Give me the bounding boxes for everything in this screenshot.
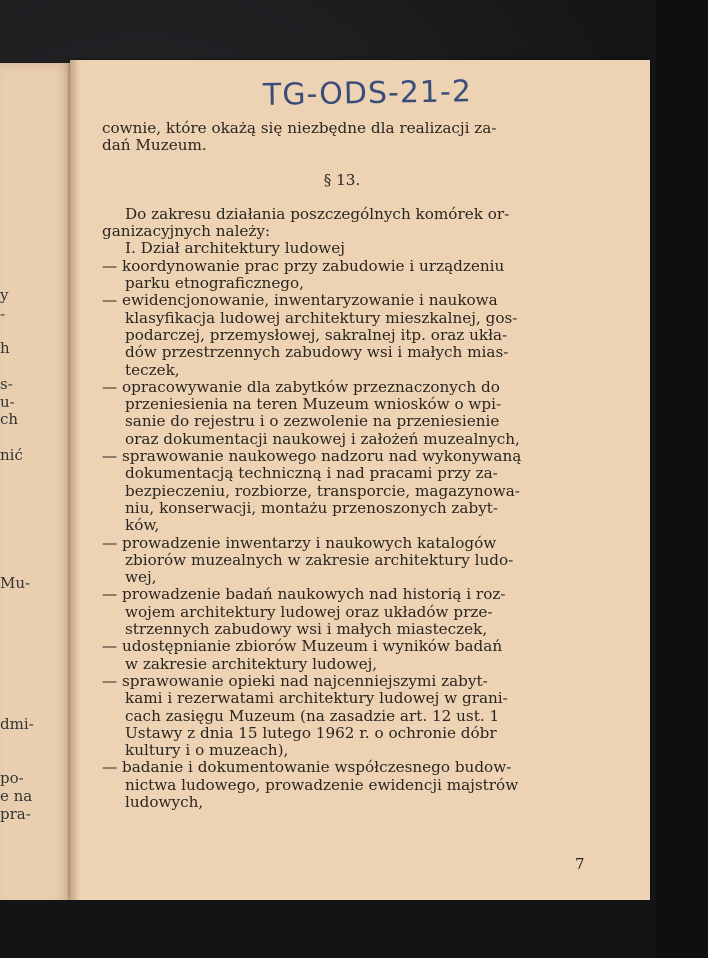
text-line: — sprawowanie opieki nad najcenniejszymi zabyt-: [102, 671, 488, 690]
text-line: kultury i o muzeach),: [125, 741, 289, 760]
text-line: w zakresie architektury ludowej,: [125, 654, 378, 673]
section-heading: § 13.: [323, 170, 361, 189]
text-line: ludowych,: [125, 792, 204, 811]
text-line: Ustawy z dnia 15 lutego 1962 r. o ochronie dóbr: [125, 723, 497, 742]
prev-page-fragment: po-: [0, 769, 24, 787]
text-line: — prowadzenie badań naukowych nad historią i roz-: [102, 585, 506, 604]
document-page: [70, 60, 650, 900]
page-number: 7: [575, 855, 585, 873]
previous-page-edge: [0, 63, 72, 908]
prev-page-fragment: Mu-: [0, 574, 31, 592]
text-line: — opracowywanie dla zabytków przeznaczonych do: [102, 377, 500, 396]
text-line: cach zasięgu Muzeum (na zasadzie art. 12 ust. 1: [125, 706, 500, 725]
text-line: ków,: [125, 516, 160, 535]
prev-page-fragment: u-: [0, 393, 15, 411]
text-line: — koordynowanie prac przy zabudowie i urządzeniu: [102, 256, 505, 275]
archive-stamp: TG-ODS-21-2: [262, 74, 473, 113]
text-line: kami i rezerwatami architektury ludowej w grani-: [125, 689, 508, 708]
text-line: klasyfikacja ludowej architektury mieszkalnej, gos-: [125, 308, 518, 327]
prev-page-fragment: s-: [0, 375, 13, 393]
text-line: dokumentacją techniczną i nad pracami przy za-: [125, 464, 498, 483]
text-line: dów przestrzennych zabudowy wsi i małych mias-: [125, 343, 509, 362]
scan-bottom-edge: [0, 900, 656, 958]
prev-page-fragment: ch: [0, 410, 19, 428]
text-line: bezpieczeniu, rozbiorze, transporcie, magazynowa-: [125, 481, 520, 500]
prev-page-fragment: dmi-: [0, 715, 34, 733]
prev-page-fragment: h: [0, 339, 10, 357]
text-line: oraz dokumentacji naukowej i założeń muzealnych,: [125, 429, 520, 448]
text-line: Do zakresu działania poszczególnych komórek or-: [125, 204, 510, 223]
text-line: ganizacyjnych należy:: [102, 222, 271, 241]
page-spine-shadow: [70, 60, 80, 900]
text-line: I. Dział architektury ludowej: [125, 239, 346, 258]
paragraph-gap: [102, 155, 582, 172]
text-line: podarczej, przemysłowej, sakralnej itp. oraz ukła-: [125, 325, 508, 344]
text-line: niu, konserwacji, montażu przenoszonych zabyt-: [125, 498, 499, 517]
text-line: przeniesienia na teren Muzeum wniosków o wpi-: [125, 395, 502, 414]
paragraph-gap: [102, 189, 582, 206]
text-line: — ewidencjonowanie, inwentaryzowanie i naukowa: [102, 291, 498, 310]
text-line: strzennych zabudowy wsi i małych miasteczek,: [125, 620, 488, 639]
text-line: wej,: [125, 568, 157, 587]
text-line: — badanie i dokumentowanie współczesnego budow-: [102, 758, 512, 777]
text-line: — udostępnianie zbiorów Muzeum i wyników badań: [102, 637, 503, 656]
prev-page-fragment: nić: [0, 446, 23, 464]
prev-page-fragment: y: [0, 286, 9, 304]
prev-page-fragment: -: [0, 305, 6, 323]
prev-page-fragment: pra-: [0, 805, 31, 823]
text-line: cownie, które okażą się niezbędne dla realizacji za-: [102, 119, 497, 137]
text-line: nictwa ludowego, prowadzenie ewidencji majstrów: [125, 775, 519, 794]
text-line: teczek,: [125, 360, 180, 379]
scan-dark-edge: [656, 0, 708, 958]
text-line: sanie do rejestru i o zezwolenie na przeniesienie: [125, 412, 500, 431]
prev-page-fragment: e na: [0, 787, 33, 805]
text-line: parku etnograficznego,: [125, 274, 305, 293]
text-line: wojem architektury ludowej oraz układów prze-: [125, 602, 493, 621]
text-line: zbiorów muzealnych w zakresie architektury ludo-: [125, 550, 514, 569]
page-body-text: [102, 120, 582, 811]
text-line: — prowadzenie inwentarzy i naukowych katalogów: [102, 533, 497, 552]
text-line: dań Muzeum.: [102, 136, 207, 155]
text-line: — sprawowanie naukowego nadzoru nad wykonywaną: [102, 447, 522, 466]
